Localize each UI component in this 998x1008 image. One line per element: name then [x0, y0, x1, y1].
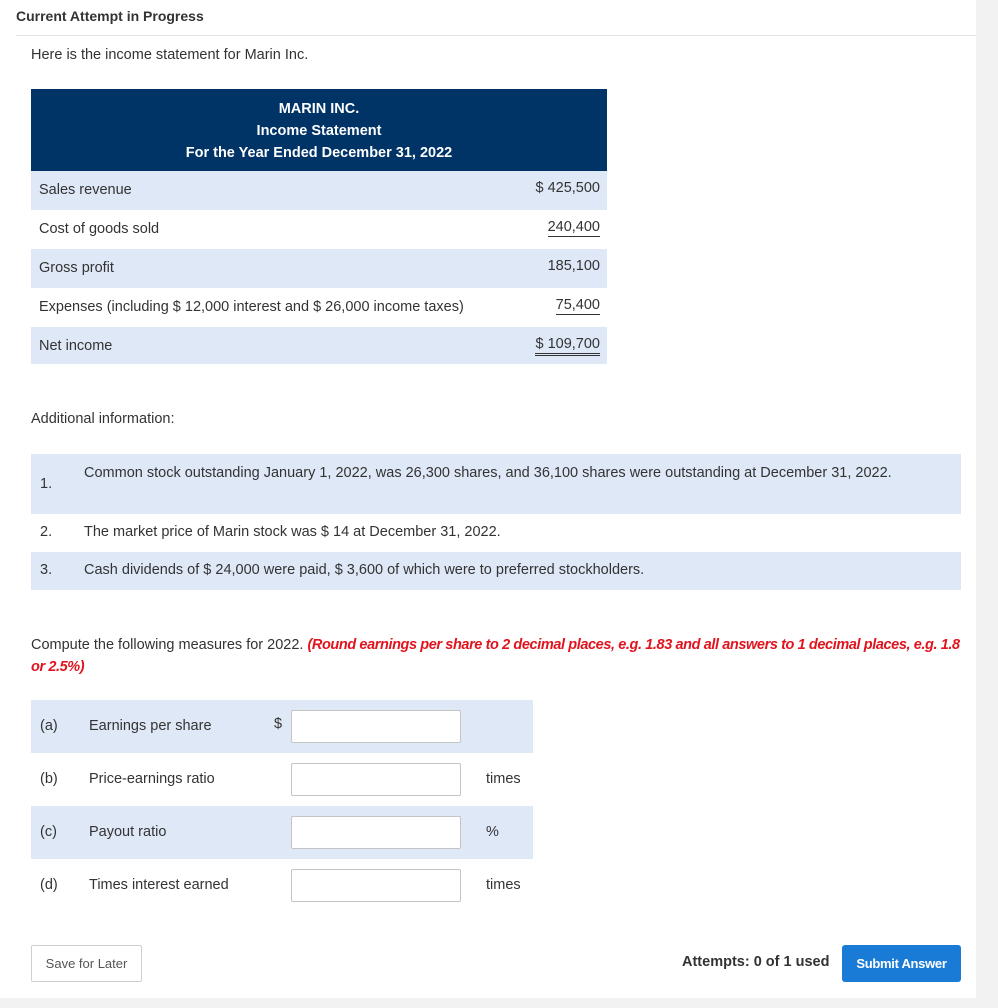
answer-row-times-interest-earned [31, 859, 533, 912]
attempt-header: Current Attempt in Progress [16, 8, 204, 24]
instructions-text: Compute the following measures for 2022. [31, 637, 308, 653]
payout-ratio-input[interactable] [291, 816, 461, 849]
row-letter: (a) [40, 718, 58, 734]
statement-row [31, 327, 607, 364]
row-amount: 75,400 [555, 297, 600, 313]
attempts-counter: Attempts: 0 of 1 used [682, 954, 830, 970]
earnings-per-share-input[interactable] [291, 710, 461, 743]
company-name: MARIN INC. [278, 101, 360, 117]
item-text: The market price of Marin stock was $ 14 at December 31, 2022. [84, 524, 501, 540]
statement-row [31, 249, 607, 288]
answer-row-earnings-per-share [31, 700, 533, 753]
additional-info-list [31, 454, 961, 590]
row-label: Cost of goods sold [39, 221, 160, 237]
unit-suffix: times [486, 771, 521, 787]
list-item [31, 552, 961, 590]
item-number: 1. [40, 476, 53, 492]
statement-row [31, 210, 607, 249]
unit-suffix: % [486, 824, 499, 840]
item-text: Common stock outstanding January 1, 2022, was 26,300 shares, and 36,100 shares were outstanding at December 31, 2022. [84, 465, 892, 481]
row-label: Gross profit [39, 260, 114, 276]
item-text: Cash dividends of $ 24,000 were paid, $ 3,600 of which were to preferred stockholders. [84, 562, 645, 578]
row-amount: $ 425,500 [535, 180, 600, 196]
row-amount: 240,400 [547, 219, 600, 235]
measure-label: Earnings per share [89, 718, 212, 734]
row-letter: (b) [40, 771, 58, 787]
measure-label: Times interest earned [89, 877, 229, 893]
intro-text: Here is the income statement for Marin Inc. [31, 47, 309, 63]
statement-row [31, 288, 607, 327]
rounding-note: (Round earnings per share to 2 decimal places, e.g. 1.83 and all answers to 1 decimal places, e.g. 1.8 or 2.5%) [31, 637, 960, 675]
row-amount: $ 109,700 [535, 336, 600, 356]
income-statement-table [31, 89, 607, 364]
statement-period: For the Year Ended December 31, 2022 [185, 145, 453, 161]
price-earnings-ratio-input[interactable] [291, 763, 461, 796]
item-number: 3. [40, 562, 53, 578]
measure-label: Price-earnings ratio [89, 771, 215, 787]
answer-row-payout-ratio [31, 806, 533, 859]
times-interest-earned-input[interactable] [291, 869, 461, 902]
answer-row-price-earnings-ratio [31, 753, 533, 806]
row-label: Expenses (including $ 12,000 interest and $ 26,000 income taxes) [39, 299, 464, 315]
row-letter: (d) [40, 877, 58, 893]
submit-answer-button[interactable]: Submit Answer [842, 945, 961, 982]
answer-table [31, 700, 533, 912]
statement-header [31, 89, 607, 171]
item-number: 2. [40, 524, 53, 540]
row-label: Net income [39, 338, 113, 354]
measure-label: Payout ratio [89, 824, 167, 840]
row-label: Sales revenue [39, 182, 132, 198]
save-for-later-button[interactable]: Save for Later [31, 945, 142, 982]
statement-row [31, 171, 607, 210]
header-divider [16, 35, 976, 36]
additional-info-heading: Additional information: [31, 411, 175, 427]
list-item [31, 514, 961, 552]
unit-suffix: times [486, 877, 521, 893]
dollar-prefix: $ [274, 716, 283, 732]
statement-title: Income Statement [256, 123, 382, 139]
list-item [31, 454, 961, 514]
instructions [31, 634, 961, 678]
row-amount: 185,100 [547, 258, 600, 274]
row-letter: (c) [40, 824, 57, 840]
